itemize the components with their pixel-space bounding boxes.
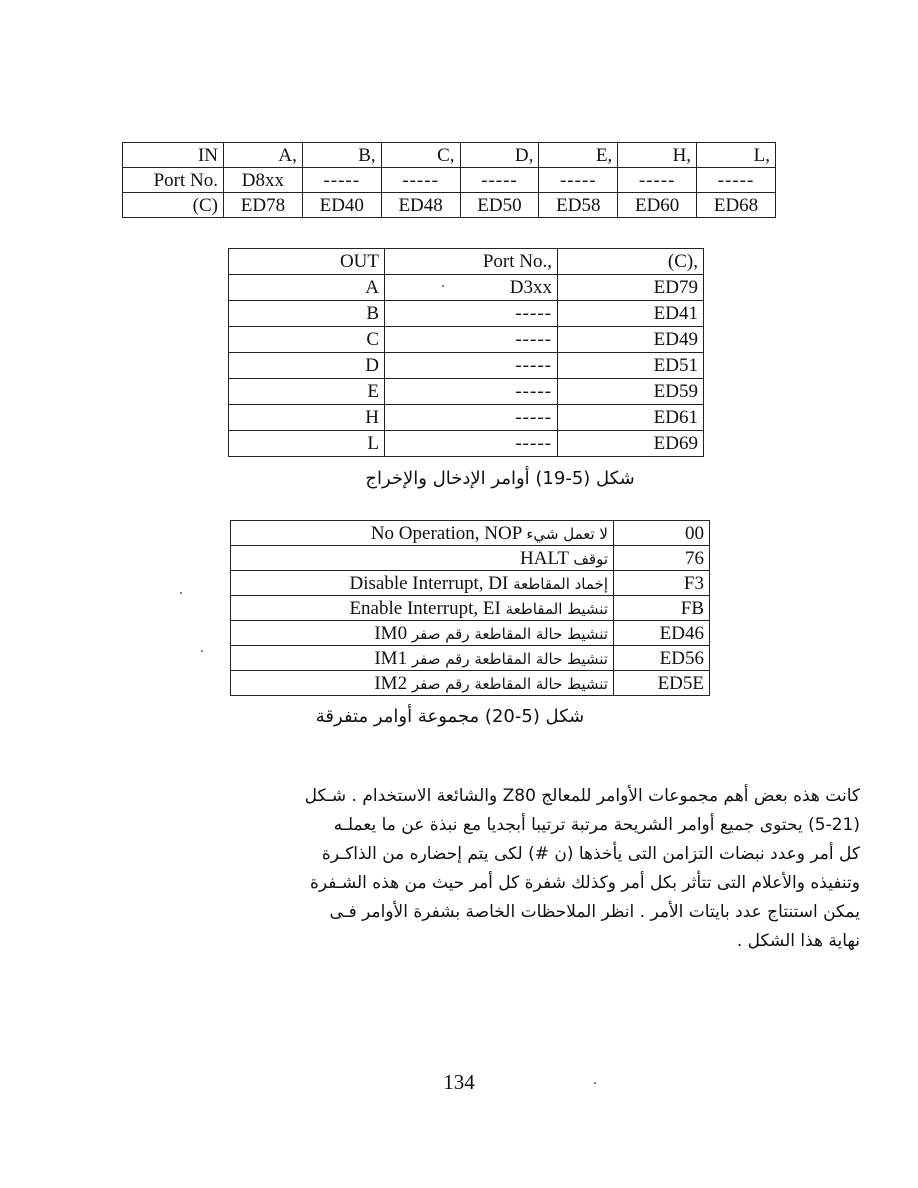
- instruction-ar: تنشيط حالة المقاطعة رقم صفر: [411, 674, 608, 693]
- table-row: [231, 596, 710, 621]
- table-cell: -----: [460, 168, 539, 193]
- instruction-ar: تنشيط المقاطعة: [505, 599, 608, 618]
- table-cell: ED68: [697, 193, 776, 218]
- table-row: [231, 646, 710, 671]
- table-row: [229, 405, 704, 431]
- opcode-cell: F3: [614, 571, 710, 596]
- table-cell: -----: [385, 431, 558, 457]
- table-cell: ED40: [302, 193, 381, 218]
- instruction-en: Enable Interrupt, EI: [349, 597, 501, 619]
- table-cell: E,: [539, 143, 618, 168]
- table-cell: -----: [385, 379, 558, 405]
- paragraph-line: نهاية هذا الشكل .: [736, 931, 860, 951]
- table-row: [229, 353, 704, 379]
- out-instructions-table: [228, 248, 704, 457]
- table-cell: Port No.,: [385, 249, 558, 275]
- table-cell: L: [229, 431, 385, 457]
- scan-speck: [594, 1082, 596, 1084]
- table-cell: C,: [381, 143, 460, 168]
- instruction-ar: توقف: [573, 549, 608, 568]
- table-cell: (C),: [558, 249, 704, 275]
- table-row: [231, 521, 710, 546]
- table-cell: ED69: [558, 431, 704, 457]
- scan-speck: [180, 592, 182, 594]
- table-cell: -----: [381, 168, 460, 193]
- table-row: [229, 249, 704, 275]
- table-cell: -----: [385, 301, 558, 327]
- table-row: [231, 671, 710, 696]
- table-row: [229, 275, 704, 301]
- in-instructions-table: [122, 142, 776, 218]
- table-row: [229, 431, 704, 457]
- instruction-en: No Operation, NOP: [370, 522, 522, 544]
- opcode-cell: ED46: [614, 621, 710, 646]
- table-cell: B: [229, 301, 385, 327]
- table-cell: ED60: [618, 193, 697, 218]
- table-cell: L,: [697, 143, 776, 168]
- table-cell: Port No.: [123, 168, 224, 193]
- instruction-ar: تنشيط حالة المقاطعة رقم صفر: [411, 624, 608, 643]
- instruction-cell: [231, 571, 614, 596]
- table-cell: H,: [618, 143, 697, 168]
- table-cell: -----: [385, 353, 558, 379]
- table-cell: -----: [385, 405, 558, 431]
- table-cell: IN: [123, 143, 224, 168]
- instruction-cell: [231, 521, 614, 546]
- table-row: [123, 193, 776, 218]
- table-cell: D,: [460, 143, 539, 168]
- instruction-cell: [231, 621, 614, 646]
- opcode-cell: 00: [614, 521, 710, 546]
- paragraph-line: يمكن استنتاج عدد بايتات الأمر . انظر الملاحظات الخاصة بشفرة الأوامر فـى: [329, 902, 860, 922]
- misc-instructions-table: [230, 520, 710, 696]
- table-row: [231, 546, 710, 571]
- table-cell: D8xx: [224, 168, 303, 193]
- paragraph-line: كانت هذه بعض أهم مجموعات الأوامر للمعالج Z80 والشائعة الاستخدام . شـكل: [304, 786, 860, 806]
- table-cell: ED59: [558, 379, 704, 405]
- table-cell: H: [229, 405, 385, 431]
- page-number: 134: [443, 1070, 475, 1094]
- body-paragraph: [130, 782, 860, 956]
- table-cell: OUT: [229, 249, 385, 275]
- table-cell: -----: [385, 327, 558, 353]
- table-cell: E: [229, 379, 385, 405]
- instruction-cell: [231, 596, 614, 621]
- table-cell: ED49: [558, 327, 704, 353]
- table-row: [229, 327, 704, 353]
- table-cell: -----: [618, 168, 697, 193]
- table-cell: D3xx: [385, 275, 558, 301]
- table-row: [231, 621, 710, 646]
- table-cell: (C): [123, 193, 224, 218]
- instruction-cell: [231, 646, 614, 671]
- scan-speck: [201, 650, 203, 652]
- instruction-ar: تنشيط حالة المقاطعة رقم صفر: [411, 649, 608, 668]
- figure-caption-19: شكل (5-19) أوامر الإدخال والإخراج: [365, 468, 635, 489]
- instruction-en: IM2: [374, 672, 408, 694]
- table-cell: -----: [697, 168, 776, 193]
- opcode-cell: ED56: [614, 646, 710, 671]
- instruction-cell: [231, 546, 614, 571]
- table-cell: -----: [539, 168, 618, 193]
- instruction-cell: [231, 671, 614, 696]
- table-cell: ED79: [558, 275, 704, 301]
- table-cell: ED61: [558, 405, 704, 431]
- table-cell: D: [229, 353, 385, 379]
- paragraph-line: كل أمر وعدد نبضات التزامن التى يأخذها (ن #) لكى يتم إحضاره من الذاكـرة: [321, 844, 860, 864]
- instruction-en: IM0: [374, 622, 408, 644]
- table-row: [229, 301, 704, 327]
- table-row: [123, 168, 776, 193]
- table-row: [229, 379, 704, 405]
- opcode-cell: FB: [614, 596, 710, 621]
- instruction-ar: إخماد المقاطعة: [513, 574, 608, 593]
- table-cell: ED48: [381, 193, 460, 218]
- table-cell: ED78: [224, 193, 303, 218]
- scan-speck: [442, 285, 444, 287]
- figure-caption-20: شكل (5-20) مجموعة أوامر متفرقة: [315, 706, 585, 727]
- table-cell: C: [229, 327, 385, 353]
- table-cell: A: [229, 275, 385, 301]
- paragraph-line: (5-21) يحتوى جميع أوامر الشريحة مرتبة ترتيبا أبجديا مع نبذة عن ما يعملـه: [333, 815, 860, 835]
- instruction-en: IM1: [374, 647, 408, 669]
- instruction-en: Disable Interrupt, DI: [349, 572, 509, 594]
- table-cell: -----: [302, 168, 381, 193]
- table-cell: B,: [302, 143, 381, 168]
- table-cell: A,: [224, 143, 303, 168]
- table-cell: ED58: [539, 193, 618, 218]
- table-cell: ED41: [558, 301, 704, 327]
- table-row: [231, 571, 710, 596]
- paragraph-line: وتنفيذه والأعلام التى تتأثر بكل أمر وكذلك شفرة كل أمر حيث من هذه الشـفرة: [309, 873, 860, 893]
- table-cell: ED51: [558, 353, 704, 379]
- table-row: [123, 143, 776, 168]
- instruction-en: HALT: [520, 547, 569, 569]
- instruction-ar: لا تعمل شيء: [526, 524, 608, 543]
- opcode-cell: 76: [614, 546, 710, 571]
- table-cell: ED50: [460, 193, 539, 218]
- opcode-cell: ED5E: [614, 671, 710, 696]
